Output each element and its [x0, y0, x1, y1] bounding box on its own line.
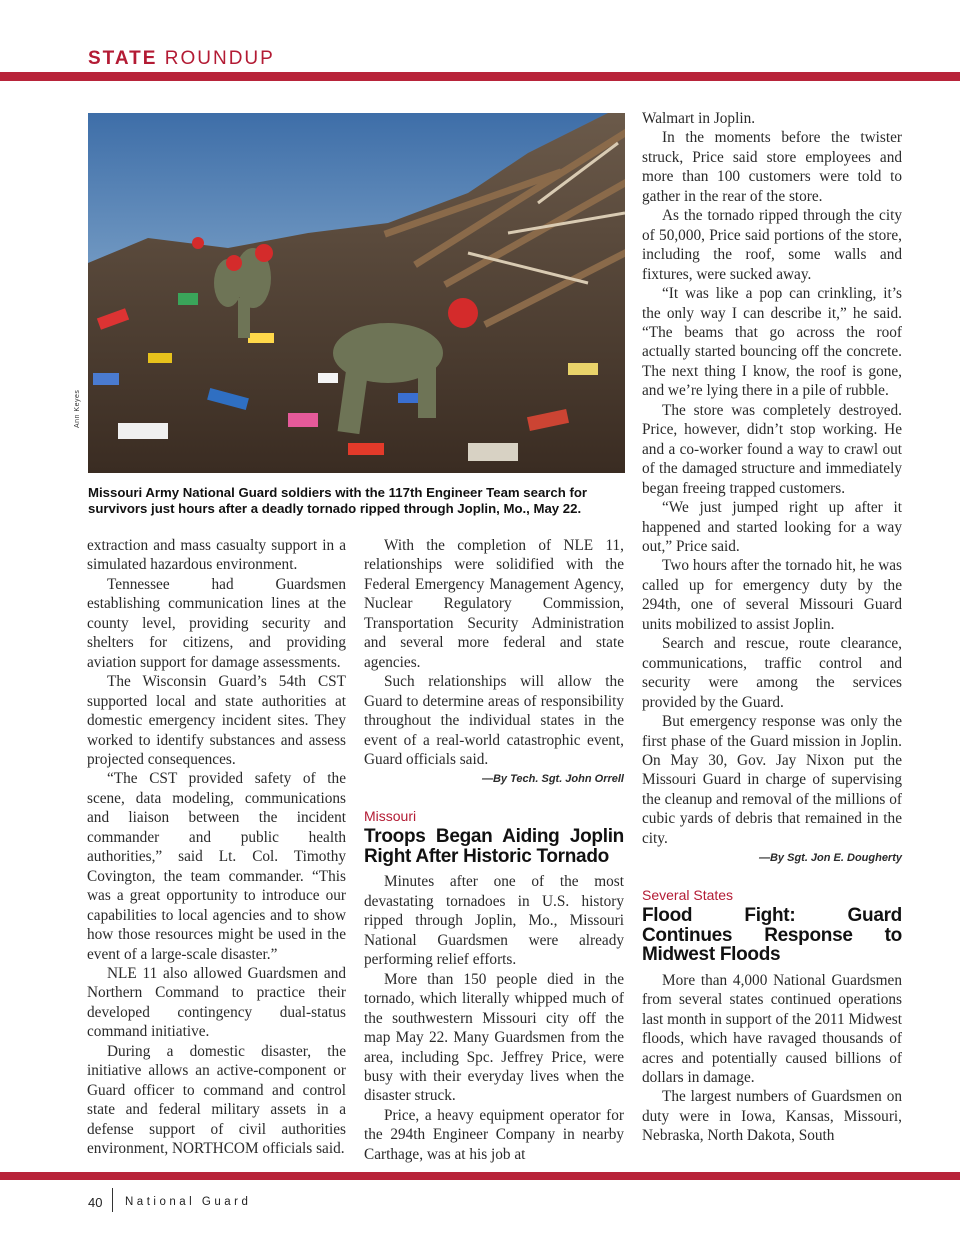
section-label: Missouri: [364, 808, 417, 825]
paragraph: But emergency response was only the first phase of the Guard mission in Joplin. On May 30, Gov. Jay Nixon put the Missouri Guard in charge of supervising the cleanup and removal of the millions of cubic yards of debris that remained in the city.: [642, 713, 902, 847]
paragraph: NLE 11 also allowed Guardsmen and Northern Command to practice their developed contingency dual-status command initiative.: [87, 964, 346, 1041]
section-label: Several States: [642, 887, 734, 904]
page-number: 40: [88, 1195, 103, 1210]
paragraph: More than 150 people died in the tornado, which literally whipped much of the southwestern Missouri city off the map May 22. Many Guardsmen from the area, including Spc. Jeffrey Price, were busy with their everyday lives when the disaster struck.: [364, 970, 624, 1105]
section-header: [88, 48, 275, 70]
paragraph: During a domestic disaster, the initiative allows an active-component or Guard officer to command and control state and federal military assets in a defense support of civil authorities environment, NORTHCOM officials said.: [87, 1042, 346, 1158]
paragraph: Walmart in Joplin.: [642, 110, 756, 127]
paragraph: Such relationships will allow the Guard to determine areas of responsibility throughout the individual states in the event of a real-world catastrophic event, Guard officials said.: [364, 673, 624, 768]
bottom-rule: [0, 1172, 960, 1180]
paragraph: More than 4,000 National Guardsmen from several states continued operations last month in support of the 2011 Midwest floods, which have ravaged thousands of acres and potentially caused billions of dollars in damage.: [642, 971, 902, 1086]
photo-credit: Ann Keyes: [74, 389, 81, 428]
paragraph: Price, a heavy equipment operator for the 294th Engineer Company in nearby Carthage, was at his job at: [364, 1106, 624, 1163]
paragraph: In the moments before the twister struck, Price said store employees and more than 100 customers were told to gather in the rear of the store.: [642, 129, 902, 205]
paragraph: The store was completely destroyed. Price, however, didn’t stop working. He and a co-worker found a way to crawl out of the damaged structure and immediately began freeing trapped customers.: [642, 401, 902, 497]
paragraph: “The CST provided safety of the scene, data modeling, communications and liaison between the incident commander and public health authorities,” said Lt. Col. Timothy Covington, the team commander. “This was a great opportunity to introduce our capabilities to local agencies and to show how those resources might be used in the event of a large-scale disaster.”: [87, 770, 346, 963]
paragraph: “It was like a pop can crinkling, it’s the only way I can describe it,” he said. “The beams that go across the roof actually started bouncing off the concrete. The next thing I know, the roof is gone, and we’re lying there in a pile of rubble.: [642, 285, 902, 400]
column-1: [87, 536, 346, 1159]
section-header-rest: ROUNDUP: [164, 48, 275, 69]
column-2: [364, 536, 624, 1164]
paragraph: extraction and mass casualty support in a simulated hazardous environment.: [87, 537, 346, 574]
paragraph: Two hours after the tornado hit, he was called up for emergency duty by the 294th, one of several Missouri Guard units mobilized to assist Joplin.: [642, 557, 902, 633]
paragraph: Search and rescue, route clearance, communications, traffic control and security were among the services provided by the Guard.: [642, 635, 902, 711]
article-headline: Flood Fight: Guard Continues Response to Midwest Floods: [642, 905, 902, 966]
byline: —By Sgt. Jon E. Dougherty: [758, 852, 902, 865]
paragraph: Tennessee had Guardsmen establishing communication lines at the county level, providing security and shelters for citizens, and providing aviation support for damage assessments.: [87, 575, 346, 671]
paragraph: “We just jumped right up after it happened and started looking for a way out,” Price said.: [642, 499, 902, 555]
article-headline: Troops Began Aiding Joplin Right After Historic Tornado: [364, 826, 624, 867]
paragraph: The largest numbers of Guardsmen on duty were in Iowa, Kansas, Missouri, Nebraska, North Dakota, South: [642, 1088, 902, 1145]
tornado-debris-photo: [88, 113, 625, 473]
column-3: [642, 109, 902, 1146]
footer-divider: [112, 1188, 113, 1212]
publication-name: National Guard: [125, 1196, 252, 1208]
paragraph: As the tornado ripped through the city of 50,000, Price said portions of the store, including the roof, some walls and fixtures, were sucked away.: [642, 207, 902, 283]
paragraph: With the completion of NLE 11, relationships were solidified with the Federal Emergency Management Agency, Nuclear Regulatory Commission, Transportation Security Administration and several more federal and state agencies.: [364, 537, 624, 671]
section-header-bold: STATE: [88, 48, 158, 69]
paragraph: The Wisconsin Guard’s 54th CST supported local and state authorities at domestic emergency incident sites. They worked to identify substances and assess projected consequences.: [87, 673, 346, 768]
byline: —By Tech. Sgt. John Orrell: [481, 773, 624, 786]
top-rule: [0, 72, 960, 81]
photo-caption: Missouri Army National Guard soldiers with the 117th Engineer Team search for survivors just hours after a deadly tornado ripped through Joplin, Mo., May 22.: [88, 485, 588, 516]
paragraph: Minutes after one of the most devastating tornadoes in U.S. history ripped through Joplin, Mo., Missouri National Guardsmen were already performing relief efforts.: [364, 873, 624, 969]
